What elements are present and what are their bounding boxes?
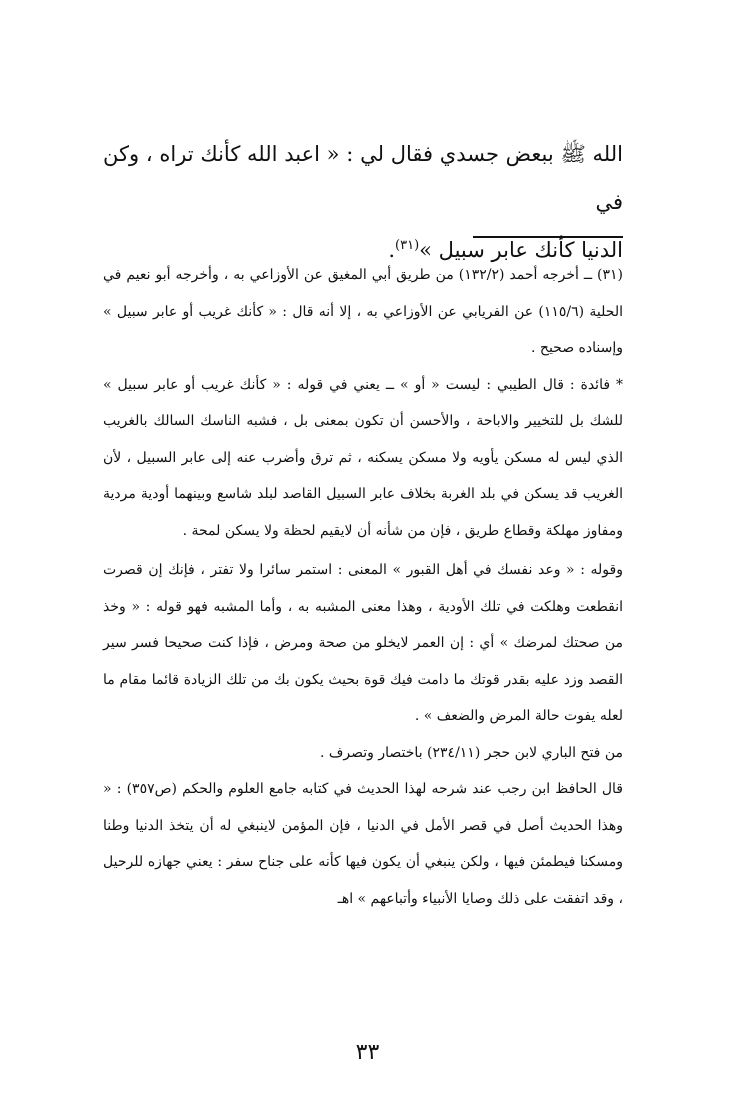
footnote-ibn-rajab: قال الحافظ ابن رجب عند شرحه لهذا الحديث في كتابه جامع العلوم والحكم (ص٣٥٧) : « وهذا الحديث أصل في قصر الأمل في الدنيا ، فإن المؤمن لاينبغي له أن يتخذ الدنيا وطنا ومسكنا فيطمئن فيها ، ولكن ينبغي أن يكون فيها كأنه على جناح سفر : يعني جهازه للرحيل ، وقد اتفقت على ذلك وصايا الأنبياء وأتباعهم » اهـ: [103, 781, 623, 907]
footnote-source: من فتح الباري لابن حجر (٢٣٤/١١) باختصار وتصرف .: [320, 744, 623, 761]
footnote-explanation: وقوله : « وعد نفسك في أهل القبور » المعنى : استمر سائرا ولا تفتر ، فإنك إن قصرت انقطعت وهلكت في تلك الأودية ، وهذا معنى المشبه به ، وأما المشبه فهو قوله : « وخذ من صحتك لمرضك » أي : إن العمر لايخلو من صحة ومرض ، فإذا كنت صحيحا فسر سير القصد وزد عليه بقدر قوتك ما دامت فيك قوة بحيث يكون بك من تلك الزيادة قائما مقام ما لعله يفوت حالة المرض والضعف » .: [103, 562, 623, 724]
main-hadith-text: الله ﷺ ببعض جسدي فقال لي : « اعبد الله كأنك تراه ، وكن في الدنيا كأنك عابر سبيل »$^{(٣١)}$.: [103, 142, 623, 262]
footnote-takhrij: (٣١) ــ أخرجه أحمد (١٣٢/٢) من طريق أبي المغيق عن الأوزاعي به ، وأخرجه أبو نعيم في الحلية (١١٥/٦) عن الفريابي عن الأوزاعي به ، إلا أنه قال : « كأنك غريب أو عابر سبيل » وإسناده صحيح .: [103, 267, 624, 356]
page-number: ٣٣: [355, 1040, 380, 1065]
footnotes-section: [103, 257, 623, 917]
main-text-line-1: الله ﷺ ببعض جسدي فقال لي : « اعبد الله كأنك تراه ، وكن في: [103, 142, 623, 214]
footnote-reference: (٣١): [395, 238, 420, 253]
footnote-divider: [473, 236, 623, 238]
footnote-benefit: * فائدة : قال الطيبي : ليست « أو » ــ يعني في قوله : « كأنك غريب أو عابر سبيل » للشك بل للتخيير والاباحة ، والأحسن أن تكون بمعنى بل ، فشبه الناسك السالك بالغريب الذي ليس له مسكن يأويه ولا مسكن يسكنه ، ثم ترق وأضرب عنه إلى عابر السبيل ، لأن الغريب قد يسكن في بلد الغربة بخلاف عابر السبيل القاصد لبلد شاسع وبينهما أودية مردية ومفاوز مهلكة وقطاع طريق ، فإن من شأنه أن لايقيم لحظة ولا يسكن لمحة .: [103, 376, 623, 539]
main-text-line-2: الدنيا كأنك عابر سبيل »: [419, 238, 623, 262]
